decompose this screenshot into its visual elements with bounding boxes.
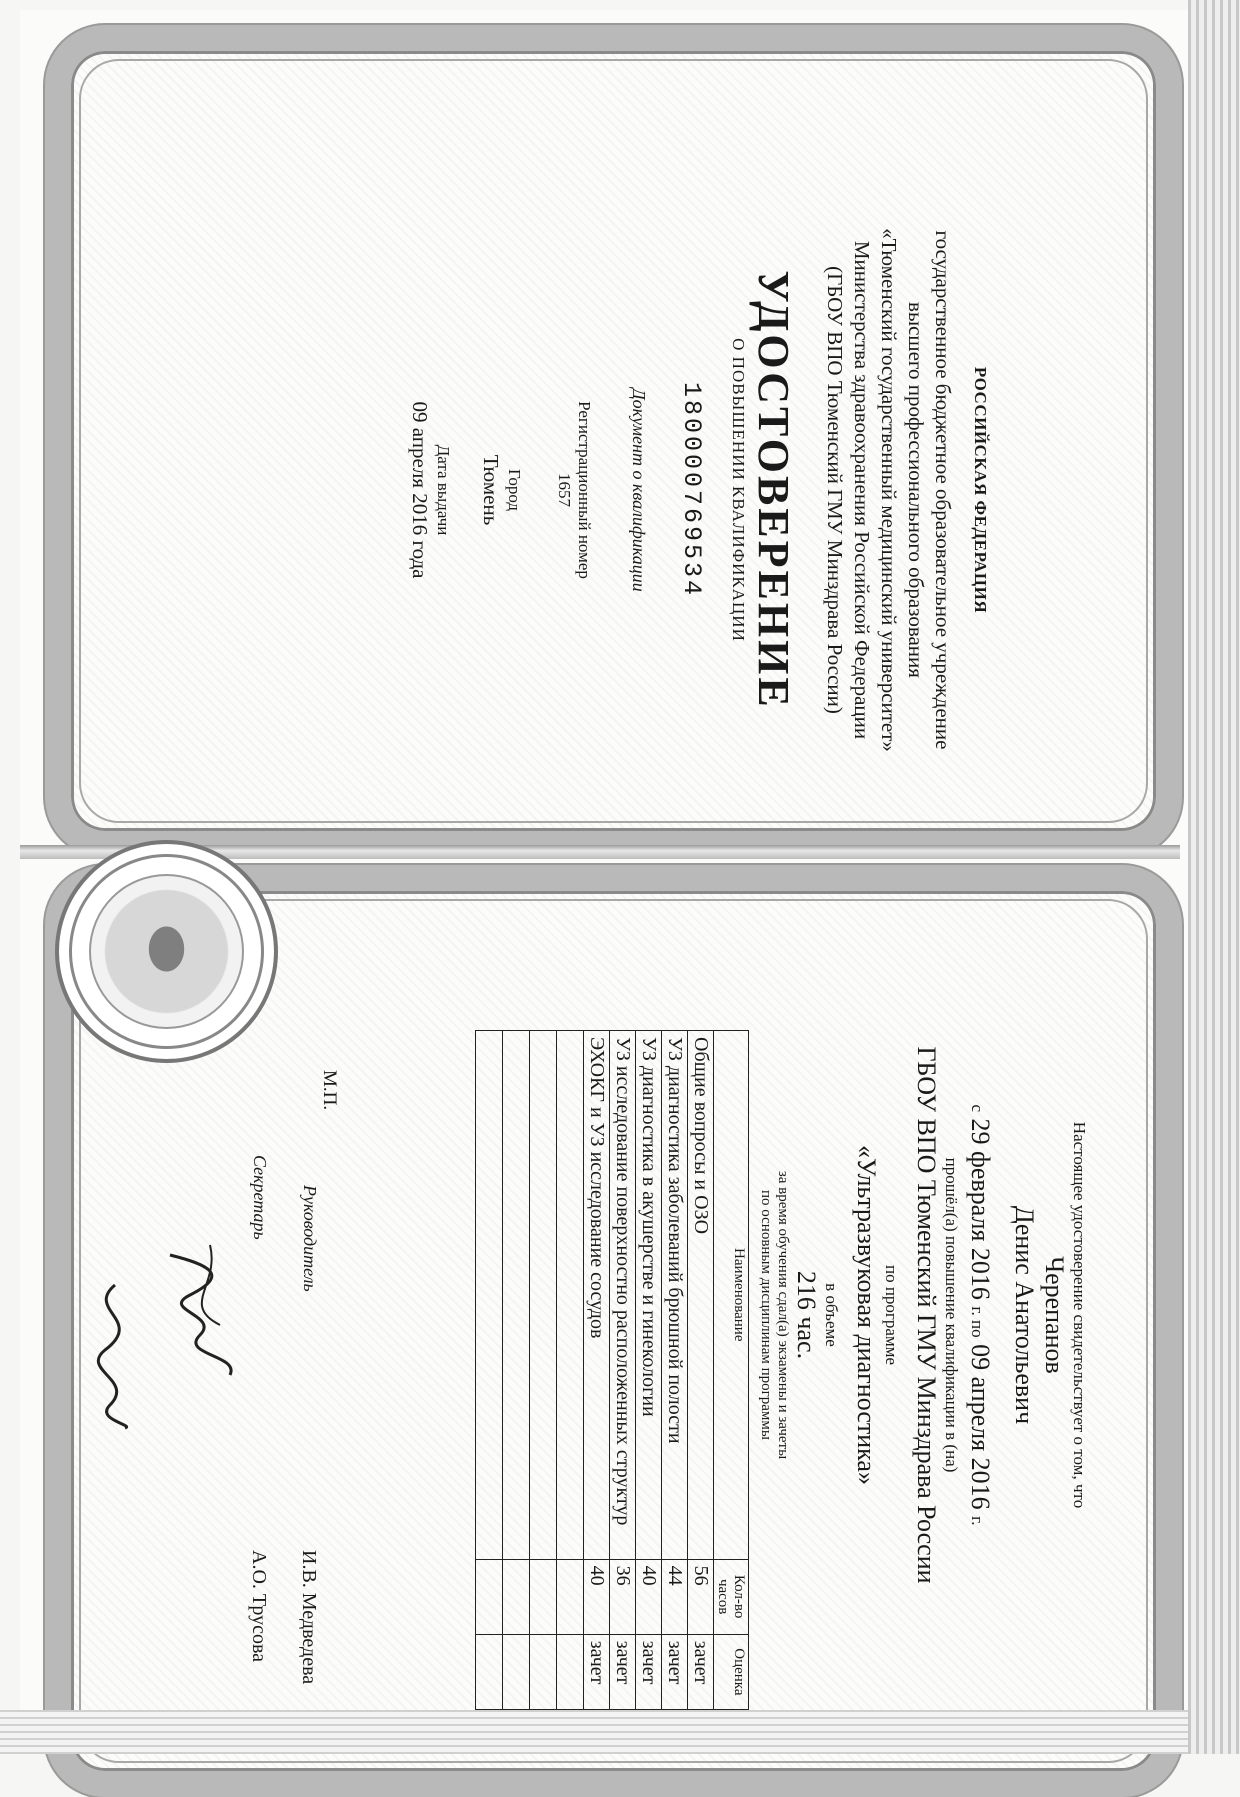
institution-line: государственное бюджетное образовательное учреждение xyxy=(931,230,955,750)
study-period xyxy=(965,900,995,1730)
issue-date-value: 09 апреля 2016 года xyxy=(408,401,432,579)
cell-name: УЗ диагностика в акушерстве и гинекологии xyxy=(636,1031,662,1560)
passed-text: прошёл(а) повышение квалификации в (на) xyxy=(942,1157,961,1473)
cell-name: УЗ диагностика заболеваний брюшной полости xyxy=(662,1031,688,1560)
cell-grade: зачет xyxy=(610,1634,636,1709)
city-label: Город xyxy=(505,469,524,511)
left-page xyxy=(110,110,1000,870)
table-row xyxy=(662,1031,688,1710)
table-row xyxy=(610,1031,636,1710)
holder-name: Денис Анатольевич xyxy=(1010,1205,1039,1425)
scanner-edge-right xyxy=(1188,0,1240,1754)
table-row xyxy=(636,1031,662,1710)
date-to: 09 апреля 2016 xyxy=(966,1344,995,1510)
holder-surname: Черепанов xyxy=(1040,1256,1069,1374)
table-row-empty xyxy=(476,1031,503,1710)
table-row-empty xyxy=(503,1031,530,1710)
institution-line: «Тюменский государственный медицинский университет» xyxy=(877,228,901,752)
exams-line-1: за время обучения сдал(а) экзамены и зачеты xyxy=(775,1170,791,1460)
secretary-name: А.О. Трусова xyxy=(248,1550,270,1663)
program-label: по программе xyxy=(882,1264,901,1366)
cell-name: Общие вопросы и ОЗО xyxy=(688,1031,714,1560)
period-prefix: с xyxy=(968,1104,987,1113)
cell-grade: зачет xyxy=(584,1634,610,1709)
head-name: И.В. Медведева xyxy=(298,1550,320,1685)
cell-grade: зачет xyxy=(636,1634,662,1709)
header-grade: Оценка xyxy=(714,1634,749,1709)
period-mid: г. по xyxy=(968,1306,987,1338)
cell-name: УЗ исследование поверхностно расположенных структур xyxy=(610,1031,636,1560)
table-row-empty xyxy=(530,1031,557,1710)
exams-line-2: по основным дисциплинам программы xyxy=(758,1189,774,1440)
issue-date-label: Дата выдачи xyxy=(434,444,453,536)
secretary-signature-icon xyxy=(75,1280,155,1430)
institution-line: высшего профессионального образования xyxy=(904,302,928,678)
cell-hours: 40 xyxy=(584,1559,610,1634)
volume-label: в объеме xyxy=(822,1283,841,1347)
organization: ГБОУ ВПО Тюменский ГМУ Минздрава России xyxy=(912,1046,941,1584)
header-hours: Кол-во часов xyxy=(714,1559,749,1634)
disciplines-table xyxy=(475,1030,749,1710)
stamp-place: М.П. xyxy=(319,1070,340,1111)
document-title: УДОСТОВЕРЕНИЕ xyxy=(749,270,798,710)
institution-line: (ГБОУ ВПО Тюменский ГМУ Минздрава России) xyxy=(823,266,847,714)
date-from: 29 февраля 2016 xyxy=(966,1118,995,1300)
cell-hours: 44 xyxy=(662,1559,688,1634)
table-row-empty xyxy=(557,1031,584,1710)
official-seal xyxy=(55,840,278,1063)
table-header-row xyxy=(714,1031,749,1710)
cell-grade: зачет xyxy=(688,1634,714,1709)
header-name: Наименование xyxy=(714,1031,749,1560)
table-row xyxy=(688,1031,714,1710)
table-row xyxy=(584,1031,610,1710)
institution-block xyxy=(821,110,956,870)
blank-number: 180000769534 xyxy=(677,381,706,599)
country-heading: РОССИЙСКАЯ ФЕДЕРАЦИЯ xyxy=(971,366,990,614)
registration-number: 1657 xyxy=(555,473,574,507)
intro-text: Настоящее удостоверение свидетельствует о том, что xyxy=(1070,1121,1089,1509)
secretary-label: Секретарь xyxy=(250,1155,270,1240)
period-suffix: г. xyxy=(968,1516,987,1526)
program-name: «Ультразвуковая диагностика» xyxy=(852,1145,881,1485)
cell-name: ЭХОКГ и УЗ исследование сосудов xyxy=(584,1031,610,1560)
document-subtitle: О ПОВЫШЕНИИ КВАЛИФИКАЦИИ xyxy=(729,338,748,642)
cell-hours: 56 xyxy=(688,1559,714,1634)
institution-line: Министерства здравоохранения Российской Федерации xyxy=(850,240,874,740)
document-type: Документ о квалификации xyxy=(629,388,649,592)
cell-hours: 40 xyxy=(636,1559,662,1634)
volume-value: 216 час. xyxy=(792,1270,821,1360)
cell-hours: 36 xyxy=(610,1559,636,1634)
registration-label: Регистрационный номер xyxy=(575,401,594,579)
head-signature-icon xyxy=(150,1235,260,1385)
city-value: Тюмень xyxy=(479,454,503,526)
cell-grade: зачет xyxy=(662,1634,688,1709)
eagle-emblem-icon xyxy=(139,914,194,984)
head-label: Руководитель xyxy=(300,1185,320,1292)
